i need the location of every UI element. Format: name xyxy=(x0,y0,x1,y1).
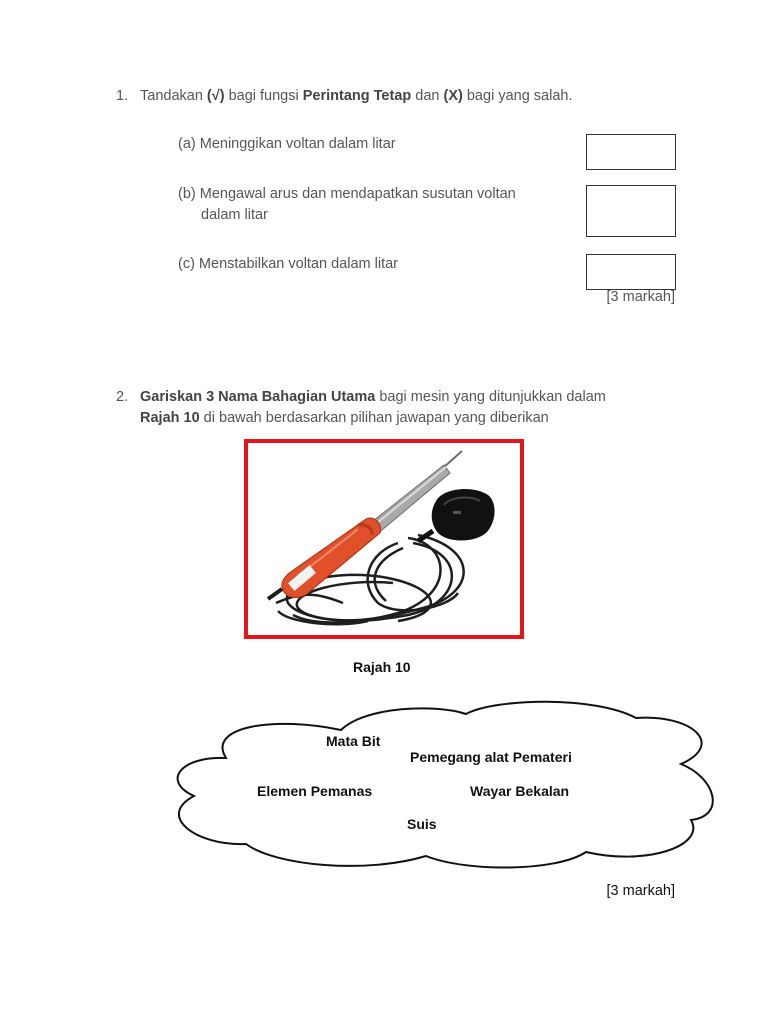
figure-caption: Rajah 10 xyxy=(353,659,411,675)
q1-text-7: bagi yang salah. xyxy=(462,88,573,104)
q1-keyword: Perintang Tetap xyxy=(302,88,412,104)
q1-text-1: Tandakan xyxy=(140,88,207,104)
q1-text-5: dan xyxy=(411,88,444,104)
q2-text-4: di bawah berdasarkan pilihan jawapan yang diberikan xyxy=(199,410,549,426)
q1-answer-box-b[interactable] xyxy=(586,185,676,237)
q1-option-b-line2: dalam litar xyxy=(201,207,268,223)
q1-x-symbol: (X) xyxy=(443,88,463,104)
q1-option-c: (c) Menstabilkan voltan dalam litar xyxy=(178,256,399,272)
choice-pemegang-alat-pemateri[interactable]: Pemegang alat Pemateri xyxy=(410,749,572,765)
q1-text-3: bagi fungsi xyxy=(224,88,303,104)
choice-wayar-bekalan[interactable]: Wayar Bekalan xyxy=(470,783,570,799)
q1-answer-box-c[interactable] xyxy=(586,254,676,290)
q2-text-2: bagi mesin yang ditunjukkan dalam xyxy=(375,389,606,405)
q2-number: 2. xyxy=(116,389,129,405)
soldering-iron-icon xyxy=(248,443,520,635)
q1-option-a: (a) Meninggikan voltan dalam litar xyxy=(178,136,396,152)
q2-keyword: Gariskan 3 Nama Bahagian Utama xyxy=(140,389,376,405)
choice-elemen-pemanas[interactable]: Elemen Pemanas xyxy=(257,783,373,799)
q1-answer-box-a[interactable] xyxy=(586,134,676,170)
q2-instruction-line1 xyxy=(140,387,606,407)
q2-figure-ref: Rajah 10 xyxy=(140,410,200,426)
q1-check-symbol: (√) xyxy=(206,88,225,104)
q1-number: 1. xyxy=(116,88,129,104)
q2-marks: [3 markah] xyxy=(606,883,675,899)
choice-mata-bit[interactable]: Mata Bit xyxy=(326,733,381,749)
q1-option-b-line1: (b) Mengawal arus dan mendapatkan susutan voltan xyxy=(178,186,516,202)
q1-marks: [3 markah] xyxy=(606,289,675,305)
q2-instruction-line2 xyxy=(140,408,549,428)
answer-cloud-shape xyxy=(166,696,722,874)
q1-instruction xyxy=(140,86,572,106)
soldering-iron-figure xyxy=(244,439,524,639)
choice-suis[interactable]: Suis xyxy=(407,816,437,832)
